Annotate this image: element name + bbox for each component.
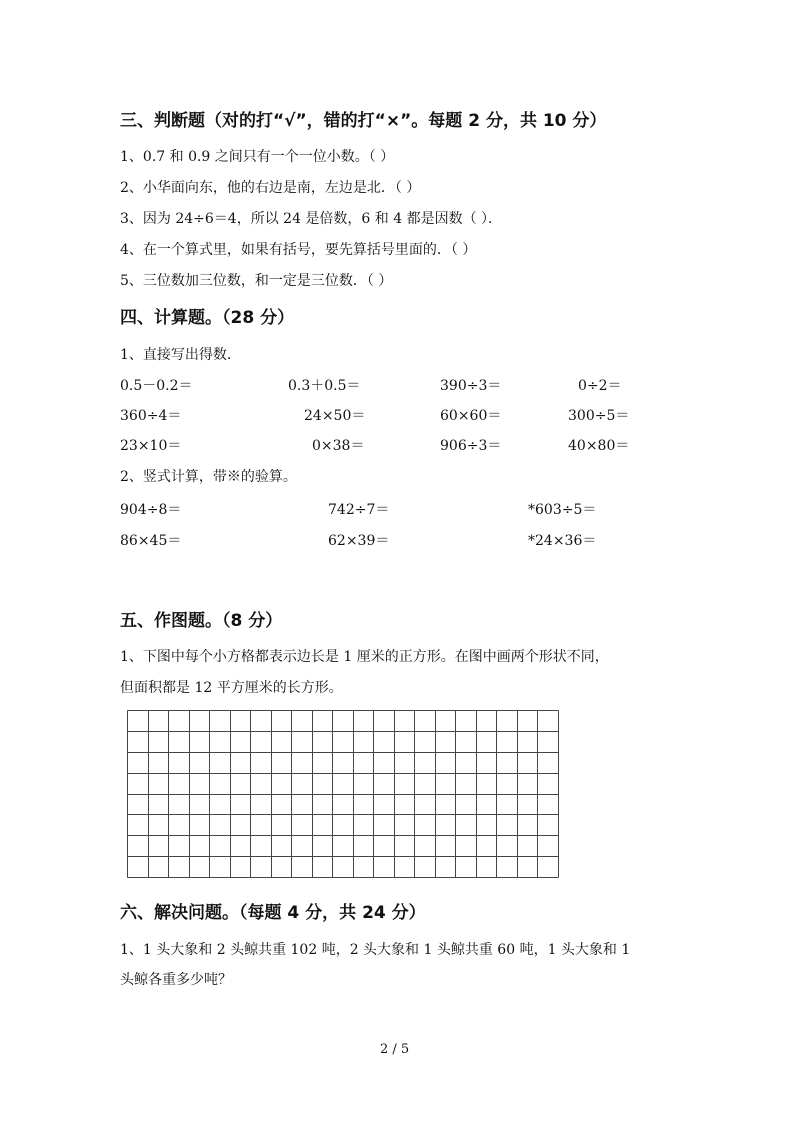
section6-title: 六、解决问题。（每题 4 分，共 24 分） [120, 903, 426, 923]
square-grid[interactable] [127, 710, 559, 878]
vertical-calc-item: 86×45＝ [120, 533, 182, 549]
calc-q1-label: 1、直接写出得数． [120, 347, 241, 363]
vertical-calc-item: *603÷5＝ [528, 502, 597, 518]
section5-title: 五、作图题。（8 分） [120, 611, 283, 631]
page-number: 2 / 5 [380, 1042, 410, 1057]
judge-item-4: 4、在一个算式里，如果有括号，要先算括号里面的．（ ） [120, 242, 477, 258]
vertical-calc-item: *24×36＝ [528, 533, 597, 549]
calc-item: 23×10＝ [120, 438, 182, 454]
judge-item-2: 2、小华面向东，他的右边是南，左边是北．（ ） [120, 180, 421, 196]
calc-item: 60×60＝ [440, 408, 502, 424]
problem-q1-line1: 1、1 头大象和 2 头鲸共重 102 吨，2 头大象和 1 头鲸共重 60 吨，1 头大象和 1 [120, 942, 631, 958]
section4-title: 四、计算题。（28 分） [120, 308, 295, 328]
calc-item: 0.3＋0.5＝ [288, 378, 361, 394]
calc-item: 390÷3＝ [440, 378, 502, 394]
problem-q1-line2: 头鲸各重多少吨？ [120, 972, 232, 988]
draw-q1-line1: 1、下图中每个小方格都表示边长是 1 厘米的正方形。在图中画两个形状不同， [120, 649, 609, 665]
vertical-calc-item: 904÷8＝ [120, 502, 182, 518]
calc-item: 24×50＝ [304, 408, 366, 424]
calc-q2-label: 2、竖式计算，带※的验算。 [120, 469, 297, 485]
calc-item: 0×38＝ [312, 438, 365, 454]
draw-q1-line2: 但面积都是 12 平方厘米的长方形。 [120, 680, 343, 696]
judge-item-3: 3、因为 24÷6＝4，所以 24 是倍数，6 和 4 都是因数（ ）． [120, 211, 503, 227]
calc-item: 0.5－0.2＝ [120, 378, 193, 394]
calc-item: 906÷3＝ [440, 438, 502, 454]
judge-item-1: 1、0.7 和 0.9 之间只有一个一位小数。（ ） [120, 149, 395, 165]
calc-item: 300÷5＝ [568, 408, 630, 424]
judge-item-5: 5、三位数加三位数，和一定是三位数．（ ） [120, 273, 393, 289]
vertical-calc-item: 62×39＝ [328, 533, 390, 549]
section3-title: 三、判断题（对的打“√”，错的打“×”。每题 2 分，共 10 分） [120, 111, 607, 131]
vertical-calc-item: 742÷7＝ [328, 502, 390, 518]
calc-item: 40×80＝ [568, 438, 630, 454]
calc-item: 0÷2＝ [578, 378, 622, 394]
calc-item: 360÷4＝ [120, 408, 182, 424]
